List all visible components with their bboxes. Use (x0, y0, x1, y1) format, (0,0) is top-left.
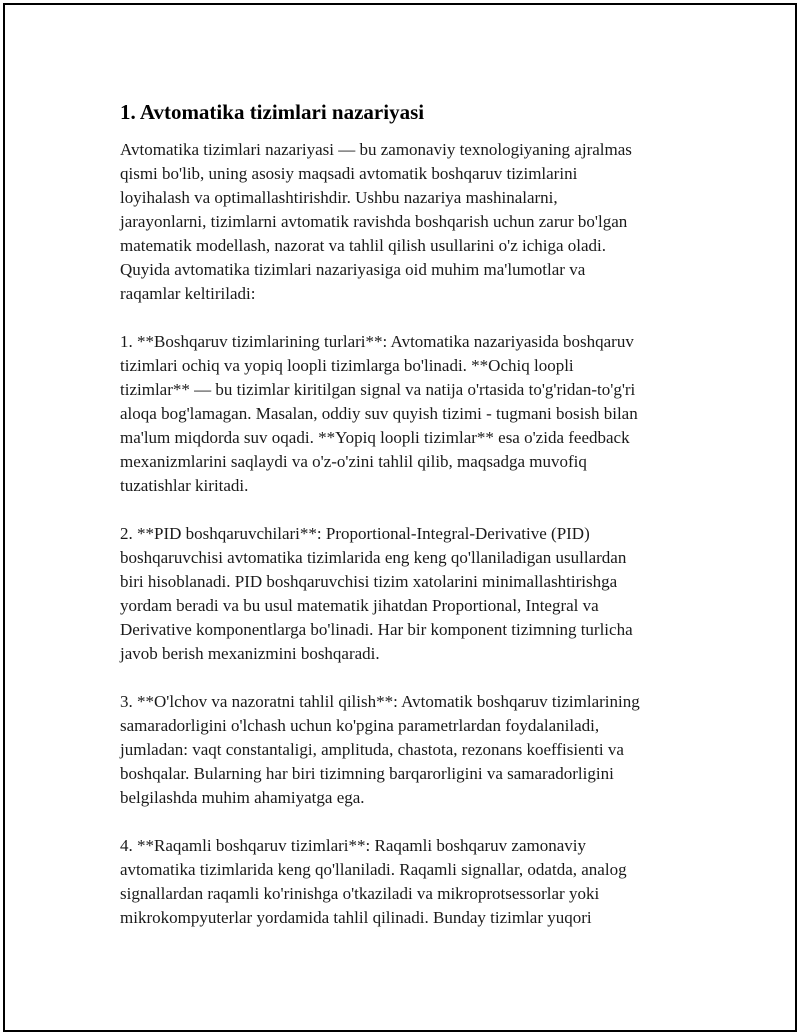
measurement-analysis-paragraph: 3. **O'lchov va nazoratni tahlil qilish**: Avtomatik boshqaruv tizimlarining samaradorligini o'lchash uchun ko'pgina parametrlardan foydalaniladi, jumladan: vaqt constantaligi, amplituda, chastota, rezonans koeffisienti va boshqalar. Bularning har biri tizimning barqarorligini va samaradorligini belgilashda muhim ahamiyatga ega. (120, 692, 640, 807)
pid-controllers-paragraph: 2. **PID boshqaruvchilari**: Proportional-Integral-Derivative (PID) boshqaruvchisi avtomatika tizimlarida eng keng qo'llaniladigan usullardan biri hisoblanadi. PID boshqaruvchisi tizim xatolarini minimallashtirishga yordam beradi va bu usul matematik jihatdan Proportional, Integral va Derivative komponentlarga bo'linadi. Har bir komponent tizimning turlicha javob berish mexanizmini boshqaradi. (120, 524, 633, 663)
section-heading: 1. Avtomatika tizimlari nazariyasi (120, 100, 425, 124)
digital-control-paragraph: 4. **Raqamli boshqaruv tizimlari**: Raqamli boshqaruv zamonaviy avtomatika tizimlarida keng qo'llaniladi. Raqamli signallar, odatda, analog signallardan raqamli ko'rinishga o'tkaziladi va mikroprotsessorlar yoki mikrokompyuterlar yordamida tahlil qilinadi. Bunday tizimlar yuqori (120, 836, 627, 927)
document-page (3, 3, 797, 1032)
document-body (120, 99, 690, 954)
control-system-types-paragraph: 1. **Boshqaruv tizimlarining turlari**: Avtomatika nazariyasida boshqaruv tizimlari ochiq va yopiq loopli tizimlarga bo'linadi. **Ochiq loopli tizimlar** — bu tizimlar kiritilgan signal va natija o'rtasida to'g'ridan-to'g'ri aloqa bog'lamagan. Masalan, oddiy suv quyish tizimi - tugmani bosish bilan ma'lum miqdorda suv oqadi. **Yopiq loopli tizimlar** esa o'zida feedback mexanizmlarini saqlaydi va o'z-o'zini tahlil qilib, maqsadga muvofiq tuzatishlar kiritadi. (120, 332, 638, 495)
intro-paragraph: Avtomatika tizimlari nazariyasi — bu zamonaviy texnologiyaning ajralmas qismi bo'lib, uning asosiy maqsadi avtomatik boshqaruv tizimlarini loyihalash va optimallashtirishdir. Ushbu nazariya mashinalarni, jarayonlarni, tizimlarni avtomatik ravishda boshqarish uchun zarur bo'lgan matematik modellash, nazorat va tahlil qilish usullarini o'z ichiga oladi. Quyida avtomatika tizimlari nazariyasiga oid muhim ma'lumotlar va raqamlar keltiriladi: (120, 140, 632, 303)
